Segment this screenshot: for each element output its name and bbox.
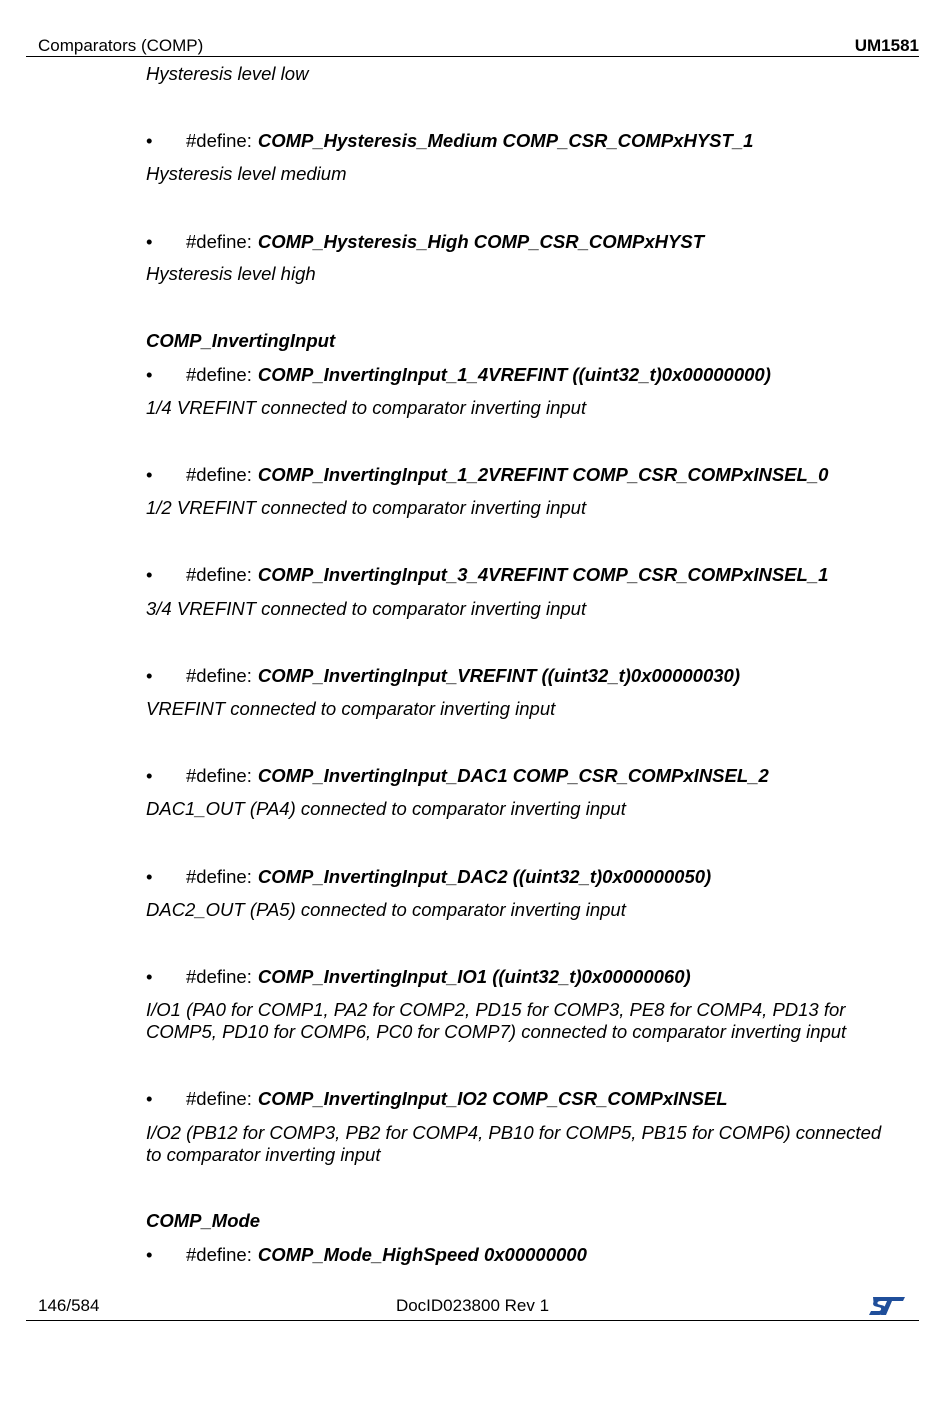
define-keyword: #define: (186, 464, 252, 485)
section-heading: COMP_Mode (146, 1210, 261, 1231)
page-footer (26, 1296, 919, 1321)
define-item (146, 1088, 946, 1110)
define-item (146, 564, 946, 586)
description: DAC2_OUT (PA5) connected to comparator inverting input (146, 899, 626, 920)
header-doc-number: UM1581 (854, 36, 919, 55)
bullet-icon: • (146, 1244, 153, 1265)
define-keyword: #define: (186, 765, 252, 786)
description: Hysteresis level high (146, 263, 316, 284)
bullet-icon: • (146, 464, 153, 485)
description: VREFINT connected to comparator inverting input (146, 698, 556, 719)
define-item (146, 130, 946, 152)
define-keyword: #define: (186, 866, 252, 887)
bullet-icon: • (146, 966, 153, 987)
st-logo-icon (867, 1294, 907, 1318)
define-item (146, 966, 946, 988)
define-name: COMP_InvertingInput_DAC1 COMP_CSR_COMPxINSEL_2 (257, 765, 769, 786)
define-keyword: #define: (186, 564, 252, 585)
description-line: COMP5, PD10 for COMP6, PC0 for COMP7) connected to comparator inverting input (146, 1021, 847, 1042)
description (146, 1122, 906, 1166)
define-name: COMP_InvertingInput_IO1 ((uint32_t)0x00000060) (257, 966, 691, 987)
bullet-icon: • (146, 564, 153, 585)
description (146, 999, 906, 1043)
bullet-icon: • (146, 1088, 153, 1109)
description: 3/4 VREFINT connected to comparator inverting input (146, 598, 587, 619)
define-item (146, 364, 946, 386)
define-item (146, 231, 946, 253)
bullet-icon: • (146, 866, 153, 887)
define-name: COMP_InvertingInput_VREFINT ((uint32_t)0x00000030) (257, 665, 740, 686)
description-line: to comparator inverting input (146, 1144, 381, 1165)
define-item (146, 665, 946, 687)
define-keyword: #define: (186, 1244, 252, 1265)
description: Hysteresis level low (146, 63, 309, 84)
description: Hysteresis level medium (146, 163, 347, 184)
define-item (146, 765, 946, 787)
define-keyword: #define: (186, 364, 252, 385)
define-name: COMP_Hysteresis_Medium COMP_CSR_COMPxHYST_1 (257, 130, 754, 151)
define-keyword: #define: (186, 1088, 252, 1109)
bullet-icon: • (146, 364, 153, 385)
define-keyword: #define: (186, 231, 252, 252)
define-item (146, 866, 946, 888)
define-name: COMP_InvertingInput_1_4VREFINT ((uint32_t)0x00000000) (257, 364, 771, 385)
page-number: 146/584 (38, 1296, 100, 1315)
description: 1/4 VREFINT connected to comparator inverting input (146, 397, 587, 418)
section-heading: COMP_InvertingInput (146, 330, 336, 351)
define-keyword: #define: (186, 665, 252, 686)
description-line: I/O1 (PA0 for COMP1, PA2 for COMP2, PD15 for COMP3, PE8 for COMP4, PD13 for (146, 999, 846, 1020)
define-name: COMP_InvertingInput_1_2VREFINT COMP_CSR_COMPxINSEL_0 (257, 464, 829, 485)
define-keyword: #define: (186, 966, 252, 987)
define-item (146, 1244, 946, 1266)
bullet-icon: • (146, 231, 153, 252)
bullet-icon: • (146, 665, 153, 686)
define-name: COMP_Hysteresis_High COMP_CSR_COMPxHYST (257, 231, 705, 252)
define-name: COMP_InvertingInput_IO2 COMP_CSR_COMPxINSEL (257, 1088, 728, 1109)
description: 1/2 VREFINT connected to comparator inverting input (146, 497, 587, 518)
header-section-title: Comparators (COMP) (38, 36, 204, 55)
page-header (26, 36, 919, 57)
bullet-icon: • (146, 130, 153, 151)
define-name: COMP_InvertingInput_DAC2 ((uint32_t)0x00000050) (257, 866, 712, 887)
define-name: COMP_InvertingInput_3_4VREFINT COMP_CSR_COMPxINSEL_1 (257, 564, 829, 585)
description: DAC1_OUT (PA4) connected to comparator inverting input (146, 798, 626, 819)
description-line: I/O2 (PB12 for COMP3, PB2 for COMP4, PB10 for COMP5, PB15 for COMP6) connected (146, 1122, 882, 1143)
define-name: COMP_Mode_HighSpeed 0x00000000 (257, 1244, 587, 1265)
doc-id: DocID023800 Rev 1 (395, 1296, 550, 1315)
bullet-icon: • (146, 765, 153, 786)
define-keyword: #define: (186, 130, 252, 151)
define-item (146, 464, 946, 486)
